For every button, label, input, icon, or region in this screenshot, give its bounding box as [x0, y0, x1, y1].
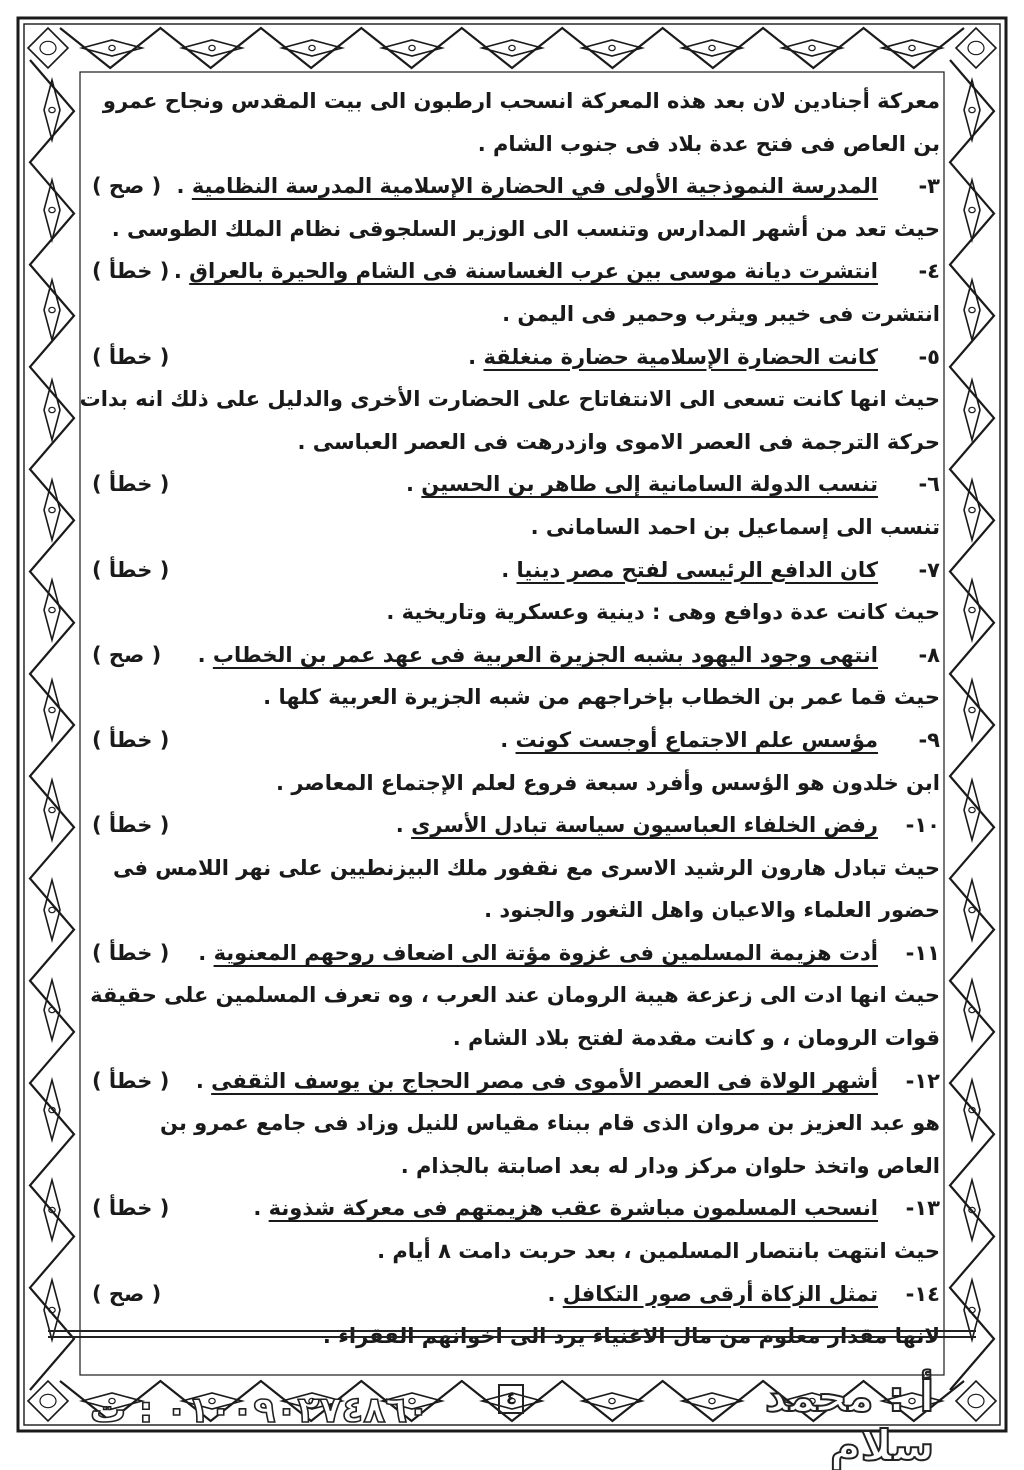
answer-mark: ( خطأ )	[92, 1068, 170, 1093]
phone-number: ٠١٠٠٩٠٢٧٤٨٦٠ : ت	[90, 1390, 430, 1431]
explanation-line: تنسب الى إسماعيل بن احمد السامانى .	[530, 514, 940, 539]
question-number: ٦-	[918, 472, 940, 497]
question-statement: انتهى وجود اليهود بشبه الجزيرة العربية فى عهد عمر بن الخطاب	[212, 642, 878, 667]
question-number: ٧-	[918, 557, 940, 582]
explanation-line: حيث تبادل هارون الرشيد الاسرى مع نقفور ملك البيزنطيين على نهر اللامس فى	[112, 855, 940, 880]
question-line: ٨-انتهى وجود اليهود بشبه الجزيرة العربية فى عهد عمر بن الخطاب . ( صح )	[92, 634, 940, 677]
answer-mark: ( صح )	[92, 642, 162, 667]
page-number: ٤	[498, 1384, 524, 1414]
question-line: ٥-كانت الحضارة الإسلامية حضارة منغلقة . ( خطأ )	[92, 336, 940, 379]
answer-mark: ( خطأ )	[92, 344, 170, 369]
question-statement: كان الدافع الرئيسى لفتح مصر دينيا	[516, 557, 878, 582]
question-number: ١٢-	[905, 1068, 940, 1093]
question-line: ٤-انتشرت ديانة موسى بين عرب الغساسنة فى الشام والحيرة بالعراق . ( خطأ )	[92, 250, 940, 293]
question-number: ٩-	[918, 727, 940, 752]
question-line: ١٤-تمثل الزكاة أرقى صور التكافل . ( صح )	[92, 1273, 940, 1316]
question-statement: انتشرت ديانة موسى بين عرب الغساسنة فى الشام والحيرة بالعراق	[189, 259, 878, 284]
footer-divider	[48, 1330, 976, 1332]
question-statement: تمثل الزكاة أرقى صور التكافل	[562, 1281, 878, 1306]
explanation-line: حيث تعد من أشهر المدارس وتنسب الى الوزير السلجوقى نظام الملك الطوسى .	[111, 216, 940, 241]
answer-mark: ( خطأ )	[92, 557, 170, 582]
explanation-line: حيث انها ادت الى زعزعة هيبة الرومان عند العرب ، وه تعرف المسلمين على حقيقة	[90, 983, 940, 1008]
footer-divider	[48, 1336, 976, 1338]
explanation-line: حركة الترجمة فى العصر الاموى وازدرهت فى العصر العباسى .	[297, 429, 940, 454]
question-line: ١٢-أشهر الولاة فى العصر الأموى فى مصر الحجاج بن يوسف الثقفى . ( خطأ )	[92, 1060, 940, 1103]
answer-mark: ( خطأ )	[92, 1196, 170, 1221]
explanation-line: قوات الرومان ، و كانت مقدمة لفتح بلاد الشام .	[452, 1026, 940, 1051]
explanation-line: حضور العلماء والاعيان واهل الثغور والجنود .	[484, 898, 940, 923]
question-statement: تنسب الدولة السامانية إلى طاهر بن الحسين	[421, 472, 878, 497]
question-number: ١٤-	[905, 1281, 940, 1306]
answer-mark: ( خطأ )	[92, 259, 170, 284]
question-line: ٧-كان الدافع الرئيسى لفتح مصر دينيا . ( خطأ )	[92, 549, 940, 592]
question-line: ١٣-انسحب المسلمون مباشرة عقب هزيمتهم فى معركة شذونة . ( خطأ )	[92, 1187, 940, 1230]
answer-mark: ( صح )	[92, 1281, 162, 1306]
explanation-line: انتشرت فى خيبر ويثرب وحمير فى اليمن .	[502, 301, 940, 326]
explanation-line: بن العاص فى فتح عدة بلاد فى جنوب الشام .	[477, 131, 940, 156]
question-number: ٤-	[918, 259, 940, 284]
question-number: ٨-	[918, 642, 940, 667]
author-name: أ : محمد سلام	[764, 1372, 934, 1470]
question-statement: رفض الخلفاء العباسيون سياسة تبادل الأسرى	[411, 813, 878, 838]
question-number: ١٠-	[905, 813, 940, 838]
answer-mark: ( خطأ )	[92, 727, 170, 752]
question-line: ٩-مؤسس علم الاجتماع أوجست كونت . ( خطأ )	[92, 719, 940, 762]
explanation-line: حيث انتهت بانتصار المسلمين ، بعد حربت دامت ٨ أيام .	[377, 1239, 940, 1264]
question-number: ٣-	[918, 174, 940, 199]
explanation-line: العاص واتخذ حلوان مركز ودار له بعد اصابتة بالجذام .	[400, 1153, 940, 1178]
question-line: ١٠-رفض الخلفاء العباسيون سياسة تبادل الأسرى . ( خطأ )	[92, 804, 940, 847]
explanation-line: حيث كانت عدة دوافع وهى : دينية وعسكرية وتاريخية .	[386, 600, 940, 625]
explanation-line: ابن خلدون هو الؤسس وأفرد سبعة فروع لعلم الإجتماع المعاصر .	[276, 770, 940, 795]
question-number: ٥-	[918, 344, 940, 369]
answer-mark: ( خطأ )	[92, 472, 170, 497]
question-line: ٣-المدرسة النموذجية الأولى في الحضارة الإسلامية المدرسة النظامية . ( صح )	[92, 165, 940, 208]
question-statement: انسحب المسلمون مباشرة عقب هزيمتهم فى معركة شذونة	[268, 1196, 878, 1221]
answer-mark: ( صح )	[92, 174, 162, 199]
answer-mark: ( خطأ )	[92, 940, 170, 965]
answer-mark: ( خطأ )	[92, 813, 170, 838]
explanation-line: لانها مقدار معلوم من مال الاغنياء يرد الى اخوانهم الفقراء .	[322, 1324, 940, 1349]
question-statement: أدت هزيمة المسلمين فى غزوة مؤتة الى اضعاف روحهم المعنوية	[213, 940, 878, 965]
explanation-line: حيث قما عمر بن الخطاب بإخراجهم من شبه الجزيرة العربية كلها .	[263, 685, 940, 710]
explanation-line: هو عبد العزيز بن مروان الذى قام ببناء مقياس للنيل وزاد فى جامع عمرو بن	[160, 1111, 940, 1136]
question-number: ١١-	[905, 940, 940, 965]
document-body	[79, 80, 940, 1358]
question-statement: أشهر الولاة فى العصر الأموى فى مصر الحجاج بن يوسف الثقفى	[211, 1068, 878, 1093]
question-number: ١٣-	[905, 1196, 940, 1221]
question-line: ١١-أدت هزيمة المسلمين فى غزوة مؤتة الى اضعاف روحهم المعنوية . ( خطأ )	[92, 932, 940, 975]
question-statement: مؤسس علم الاجتماع أوجست كونت	[515, 727, 878, 752]
question-statement: المدرسة النموذجية الأولى في الحضارة الإسلامية المدرسة النظامية	[191, 174, 878, 199]
question-line: ٦-تنسب الدولة السامانية إلى طاهر بن الحسين . ( خطأ )	[92, 463, 940, 506]
author-signature	[674, 1372, 934, 1470]
explanation-line: معركة أجنادين لان بعد هذه المعركة انسحب ارطبون الى بيت المقدس ونجاح عمرو	[102, 89, 940, 113]
question-statement: كانت الحضارة الإسلامية حضارة منغلقة	[483, 344, 878, 369]
explanation-line: حيث انها كانت تسعى الى الانتفاتاح على الحضارت الأخرى والدليل على ذلك انه بدات	[79, 387, 940, 412]
